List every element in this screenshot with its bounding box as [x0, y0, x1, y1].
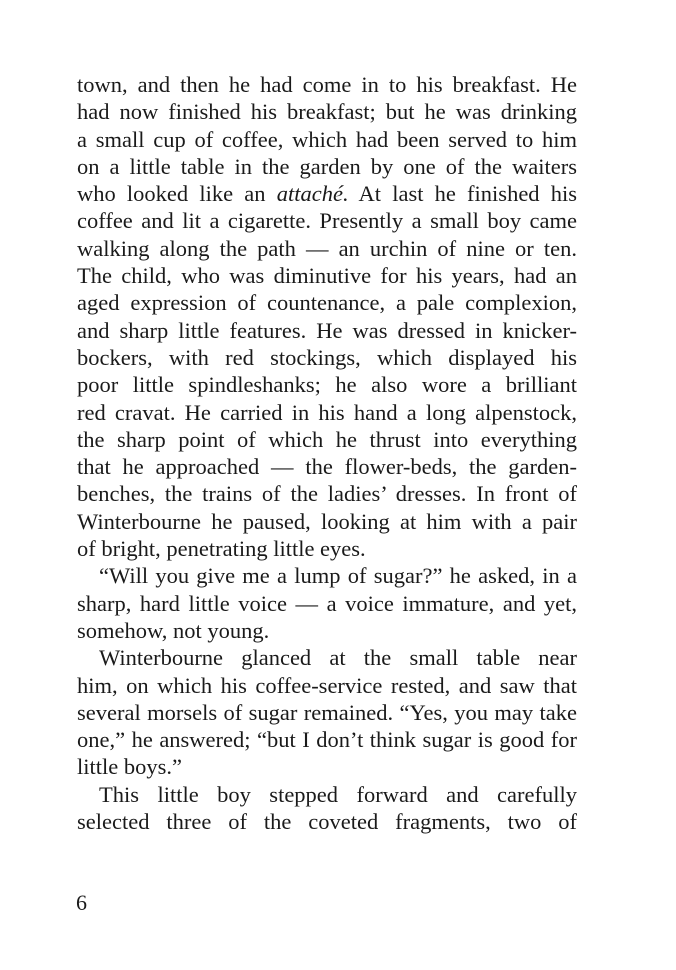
text-line: poor little spindleshanks; he also wore a brilliant — [77, 372, 577, 398]
text-line: and sharp little features. He was dressed in knicker- — [77, 317, 577, 343]
body-text — [77, 71, 577, 835]
text-line: Winterbourne he paused, looking at him with a pair — [77, 508, 577, 534]
text-run: At last he finished his — [348, 181, 577, 207]
text-line: that he approached — the flower-beds, the garden- — [77, 454, 577, 480]
text-line: walking along the path — an urchin of nine or ten. — [77, 235, 577, 261]
text-line: aged expression of countenance, a pale complexion, — [77, 290, 577, 316]
text-line: sharp, hard little voice — a voice immature, and yet, — [77, 590, 577, 616]
text-line: benches, the trains of the ladies’ dresses. In front of — [77, 481, 577, 507]
text-line: several morsels of sugar remained. “Yes, you may take — [77, 699, 577, 725]
text-line: town, and then he had come in to his breakfast. He — [77, 72, 577, 97]
paragraph-end-line: of bright, penetrating little eyes. — [77, 536, 366, 562]
text-line: on a little table in the garden by one of the waiters — [77, 153, 577, 179]
text-line: him, on which his coffee-service rested, and saw that — [77, 672, 577, 698]
page-number: 6 — [76, 890, 87, 915]
paragraph-start-line: “Will you give me a lump of sugar?” he asked, in a — [99, 563, 577, 589]
text-run: who looked like an — [77, 181, 277, 207]
text-line: the sharp point of which he thrust into everything — [77, 426, 577, 452]
paragraph-end-line: little boys.” — [77, 754, 182, 780]
text-line: had now finished his breakfast; but he was drinking — [77, 99, 577, 125]
text-line — [77, 180, 577, 207]
text-line: a small cup of coffee, which had been served to him — [77, 126, 577, 152]
text-line: The child, who was diminutive for his years, had an — [77, 263, 577, 289]
text-line: bockers, with red stockings, which displayed his — [77, 344, 577, 370]
paragraph-start-line: Winterbourne glanced at the small table near — [99, 645, 577, 671]
italic-word: attaché. — [276, 181, 349, 207]
paragraph-start-line: This little boy stepped forward and carefully — [99, 781, 577, 807]
text-line: one,” he answered; “but I don’t think sugar is good for — [77, 727, 577, 753]
text-line: selected three of the coveted fragments, two of — [77, 809, 577, 835]
paragraph-end-line: somehow, not young. — [77, 617, 270, 643]
text-line: coffee and lit a cigarette. Presently a small boy came — [77, 208, 577, 234]
text-line: red cravat. He carried in his hand a long alpenstock, — [77, 399, 577, 425]
